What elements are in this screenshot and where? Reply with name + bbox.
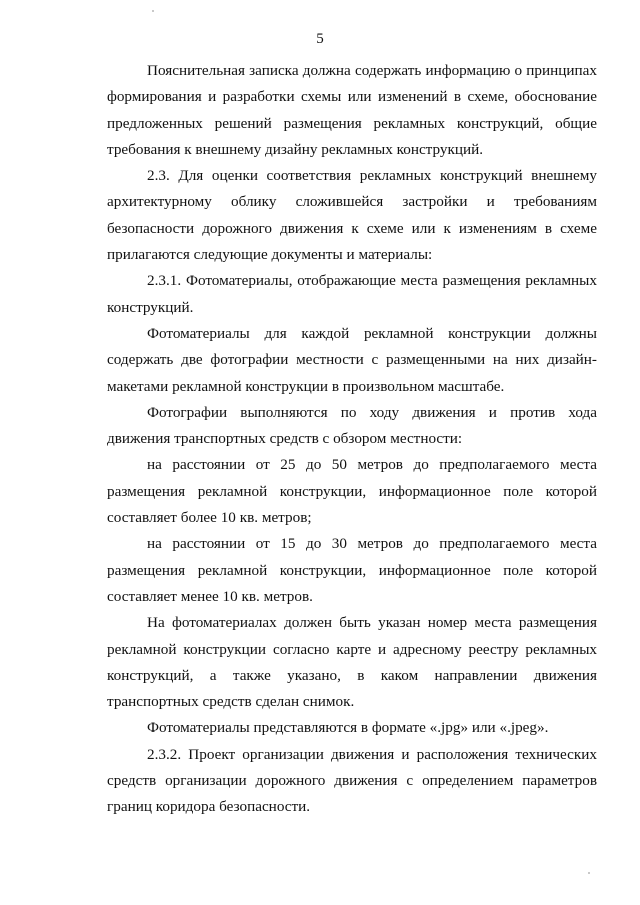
paragraph-distance-25-50: на расстоянии от 25 до 50 метров до предполагаемого места размещения рекламной конструкции, информационное поле которой составляет более 10 кв. метров; xyxy=(107,456,597,527)
paragraph-photo-format: Фотоматериалы представляются в формате «.jpg» или «.jpeg». xyxy=(147,719,549,737)
paragraph-explanatory-note: Пояснительная записка должна содержать информацию о принципах формирования и разработки схемы или изменений в схеме, обоснование предложенных решений размещения рекламных конструкций, общие требования к внешнему дизайну рекламных конструкций. xyxy=(107,62,597,158)
paragraph-photo-requirements: Фотоматериалы для каждой рекламной конструкции должны содержать две фотографии местности с размещенными на них дизайн-макетами рекламной конструкции в произвольном масштабе. xyxy=(107,324,597,395)
document-body xyxy=(107,58,597,821)
page-number: 5 xyxy=(316,31,324,47)
paragraph-photo-direction: Фотографии выполняются по ходу движения и против хода движения транспортных средств с обзором местности: xyxy=(107,403,597,448)
paragraph-section-2-3: 2.3. Для оценки соответствия рекламных конструкций внешнему архитектурному облику сложившейся застройки и требованиям безопасности дорожного движения к схеме или к изменениям в схеме прилагаются следующие документы и материалы: xyxy=(107,167,597,264)
scan-speck xyxy=(588,872,590,874)
paragraph-distance-15-30: на расстоянии от 15 до 30 метров до предполагаемого места размещения рекламной конструкции, информационное поле которой составляет менее 10 кв. метров. xyxy=(107,535,597,605)
paragraph-section-2-3-1: 2.3.1. Фотоматериалы, отображающие места размещения рекламных конструкций. xyxy=(107,272,597,316)
scan-speck xyxy=(152,10,154,12)
paragraph-photo-numbering: На фотоматериалах должен быть указан номер места размещения рекламной конструкции согласно карте и адресному реестру рекламных конструкций, а также указано, в каком направлении движения транспортных средств сделан снимок. xyxy=(107,614,597,711)
paragraph-section-2-3-2: 2.3.2. Проект организации движения и расположения технических средств организации дорожного движения с определением параметров границ коридора безопасности. xyxy=(107,745,597,816)
